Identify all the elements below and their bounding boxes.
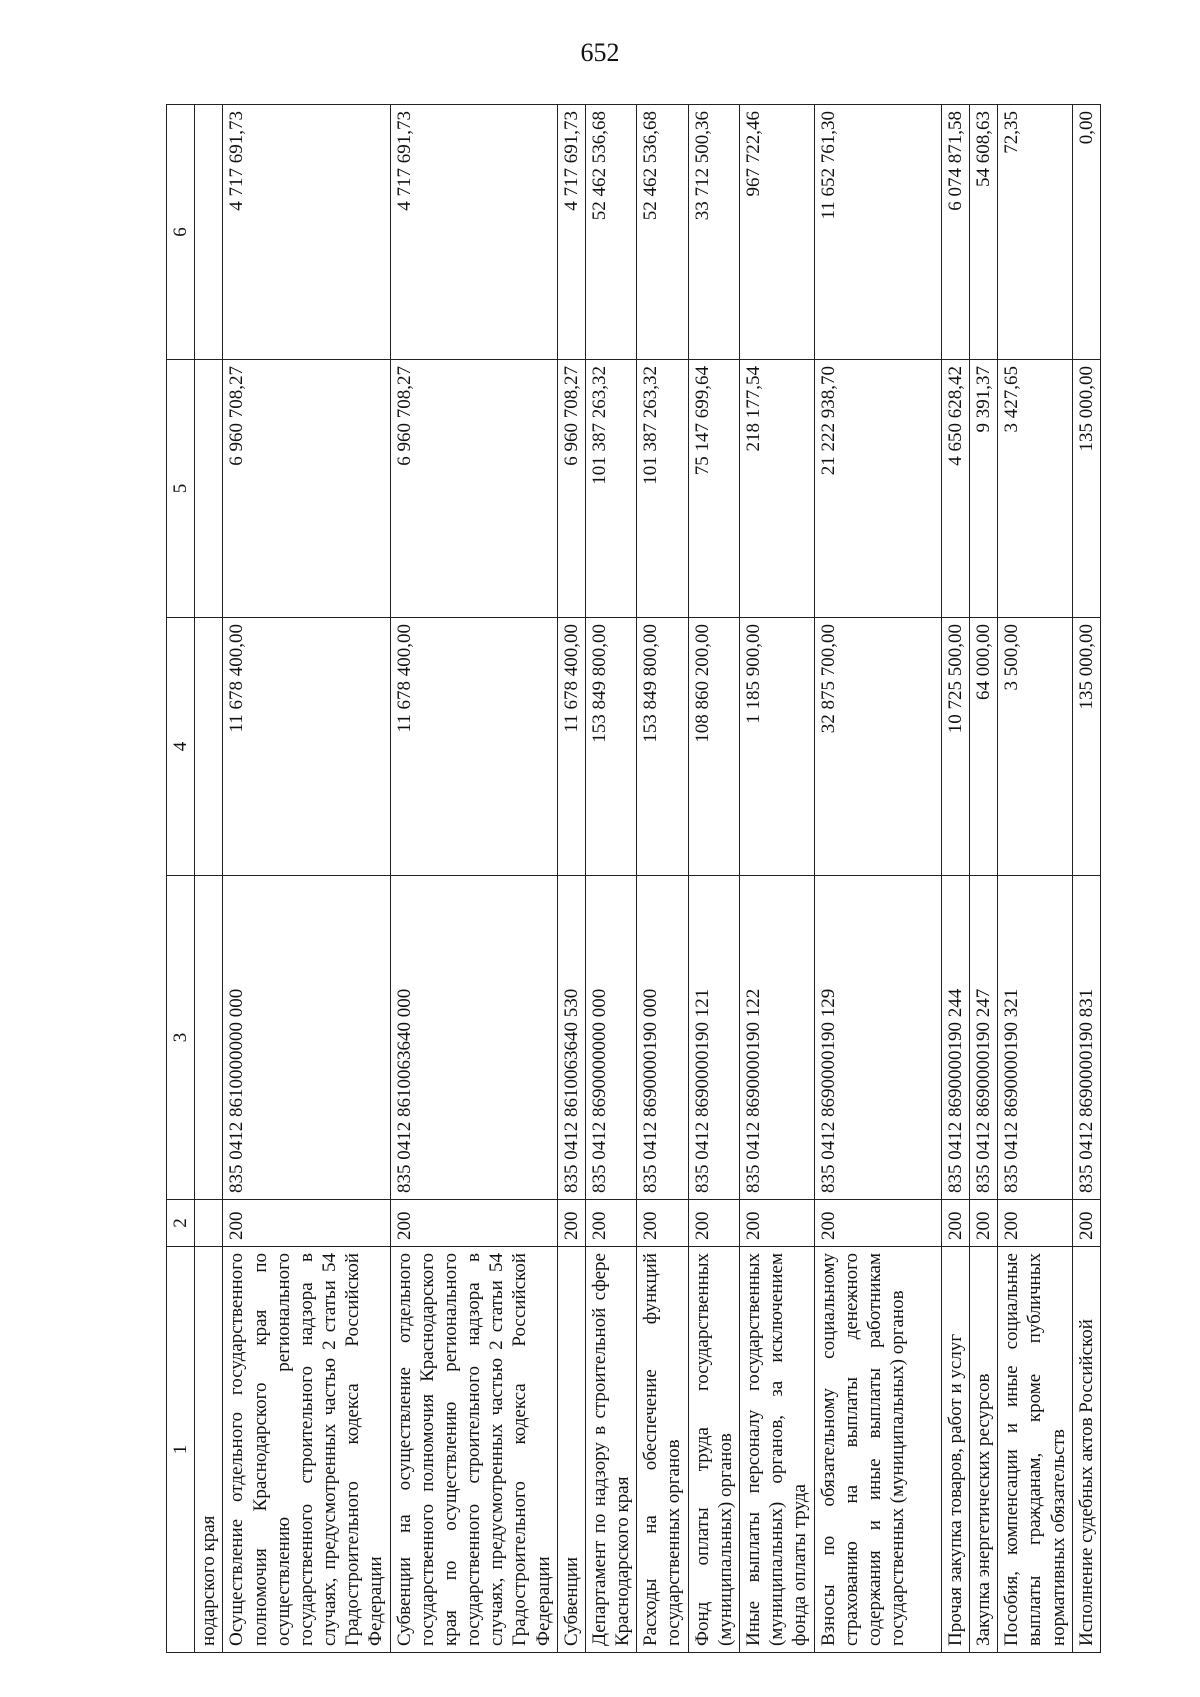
row-remainder: 11 652 761,30: [814, 105, 941, 360]
table-row: [941, 105, 969, 1653]
row-executed: 75 147 699,64: [688, 360, 739, 618]
row-executed: 6 960 708,27: [390, 360, 557, 618]
table-row: [688, 105, 739, 1653]
continuation-text: нодарского края: [195, 1247, 223, 1653]
continuation-row: [195, 105, 223, 1653]
row-plan: 11 678 400,00: [223, 618, 390, 876]
table-row: [970, 105, 998, 1653]
row-name: Взносы по обязательному социальному страхованию на выплаты денежного содержания и иные выплаты работникам государственных (муниципальных) органов: [814, 1247, 941, 1653]
row-name: Исполнение судебных актов Российской: [1072, 1247, 1100, 1653]
table-row: [1072, 105, 1100, 1653]
row-remainder: 52 462 536,68: [585, 105, 636, 360]
row-plan: 11 678 400,00: [390, 618, 557, 876]
table-row: [998, 105, 1073, 1653]
row-plan: 11 678 400,00: [557, 618, 585, 876]
row-remainder: 4 717 691,73: [390, 105, 557, 360]
row-name: Пособия, компенсации и иные социальные выплаты гражданам, кроме публичных нормативных обязательств: [998, 1247, 1073, 1653]
row-plan: 108 860 200,00: [688, 618, 739, 876]
row-code: 200: [585, 1200, 636, 1247]
row-code: 200: [1072, 1200, 1100, 1247]
page-number: 652: [580, 38, 620, 67]
row-plan: 64 000,00: [970, 618, 998, 876]
row-classification: 835 0412 8690000190 121: [688, 876, 739, 1200]
header-cell-2: 2: [167, 1200, 195, 1247]
row-plan: 153 849 800,00: [585, 618, 636, 876]
header-cell-5: 5: [167, 360, 195, 618]
row-plan: 3 500,00: [998, 618, 1073, 876]
row-plan: 10 725 500,00: [941, 618, 969, 876]
row-name: Закупка энергетических ресурсов: [970, 1247, 998, 1653]
row-remainder: 52 462 536,68: [637, 105, 688, 360]
header-cell-6: 6: [167, 105, 195, 360]
header-cell-1: 1: [167, 1247, 195, 1653]
row-classification: 835 0412 8690000190 831: [1072, 876, 1100, 1200]
header-cell-3: 3: [167, 876, 195, 1200]
header-cell-4: 4: [167, 618, 195, 876]
row-remainder: 4 717 691,73: [223, 105, 390, 360]
row-classification: 835 0412 8690000190 244: [941, 876, 969, 1200]
header-row: [167, 105, 195, 1653]
row-classification: 835 0412 8690000190 129: [814, 876, 941, 1200]
row-classification: 835 0412 8610063640 000: [390, 876, 557, 1200]
row-remainder: 4 717 691,73: [557, 105, 585, 360]
row-executed: 4 650 628,42: [941, 360, 969, 618]
row-executed: 135 000,00: [1072, 360, 1100, 618]
rotated-table-container: [166, 105, 1097, 1653]
row-code: 200: [557, 1200, 585, 1247]
row-code: 200: [390, 1200, 557, 1247]
row-executed: 6 960 708,27: [557, 360, 585, 618]
row-classification: 835 0412 8690000000 000: [585, 876, 636, 1200]
row-name: Субвенции на осуществление отдельного государственного полномочия Краснодарского края по осуществлению регионального государственного строительного надзора в случаях, предусмотренных частью 2 статьи 54 Градостроительного кодекса Российской Федерации: [390, 1247, 557, 1653]
row-name: Фонд оплаты труда государственных (муниципальных) органов: [688, 1247, 739, 1653]
row-classification: 835 0412 8690000190 247: [970, 876, 998, 1200]
row-executed: 9 391,37: [970, 360, 998, 618]
row-executed: 218 177,54: [739, 360, 814, 618]
row-name: Иные выплаты персоналу государственных (муниципальных) органов, за исключением фонда оплаты труда: [739, 1247, 814, 1653]
row-remainder: 0,00: [1072, 105, 1100, 360]
row-code: 200: [814, 1200, 941, 1247]
row-classification: 835 0412 8690000190 122: [739, 876, 814, 1200]
row-name: Прочая закупка товаров, работ и услуг: [941, 1247, 969, 1653]
row-code: 200: [941, 1200, 969, 1247]
row-classification: 835 0412 8690000190 321: [998, 876, 1073, 1200]
row-remainder: 54 608,63: [970, 105, 998, 360]
row-code: 200: [637, 1200, 688, 1247]
table-row: [814, 105, 941, 1653]
row-code: 200: [970, 1200, 998, 1247]
table-row: [585, 105, 636, 1653]
row-remainder: 72,35: [998, 105, 1073, 360]
row-classification: 835 0412 8610000000 000: [223, 876, 390, 1200]
table-row: [637, 105, 688, 1653]
row-name: Департамент по надзору в строительной сфере Краснодарского края: [585, 1247, 636, 1653]
row-plan: 135 000,00: [1072, 618, 1100, 876]
budget-table: [166, 104, 1101, 1653]
row-remainder: 33 712 500,36: [688, 105, 739, 360]
row-plan: 32 875 700,00: [814, 618, 941, 876]
table-row: [390, 105, 557, 1653]
row-executed: 6 960 708,27: [223, 360, 390, 618]
row-classification: 835 0412 8690000190 000: [637, 876, 688, 1200]
row-classification: 835 0412 8610063640 530: [557, 876, 585, 1200]
table-row: [557, 105, 585, 1653]
row-code: 200: [688, 1200, 739, 1247]
row-executed: 21 222 938,70: [814, 360, 941, 618]
row-code: 200: [998, 1200, 1073, 1247]
row-code: 200: [223, 1200, 390, 1247]
table-row: [739, 105, 814, 1653]
row-code: 200: [739, 1200, 814, 1247]
row-executed: 101 387 263,32: [637, 360, 688, 618]
row-name: Субвенции: [557, 1247, 585, 1653]
row-remainder: 6 074 871,58: [941, 105, 969, 360]
row-plan: 1 185 900,00: [739, 618, 814, 876]
table-row: [223, 105, 390, 1653]
row-remainder: 967 722,46: [739, 105, 814, 360]
row-executed: 3 427,65: [998, 360, 1073, 618]
row-name: Расходы на обеспечение функций государственных органов: [637, 1247, 688, 1653]
row-name: Осуществление отдельного государственного полномочия Краснодарского края по осуществлению регионального государственного строительного надзора в случаях, предусмотренных частью 2 статьи 54 Градостроительного кодекса Российской Федерации: [223, 1247, 390, 1653]
row-executed: 101 387 263,32: [585, 360, 636, 618]
row-plan: 153 849 800,00: [637, 618, 688, 876]
